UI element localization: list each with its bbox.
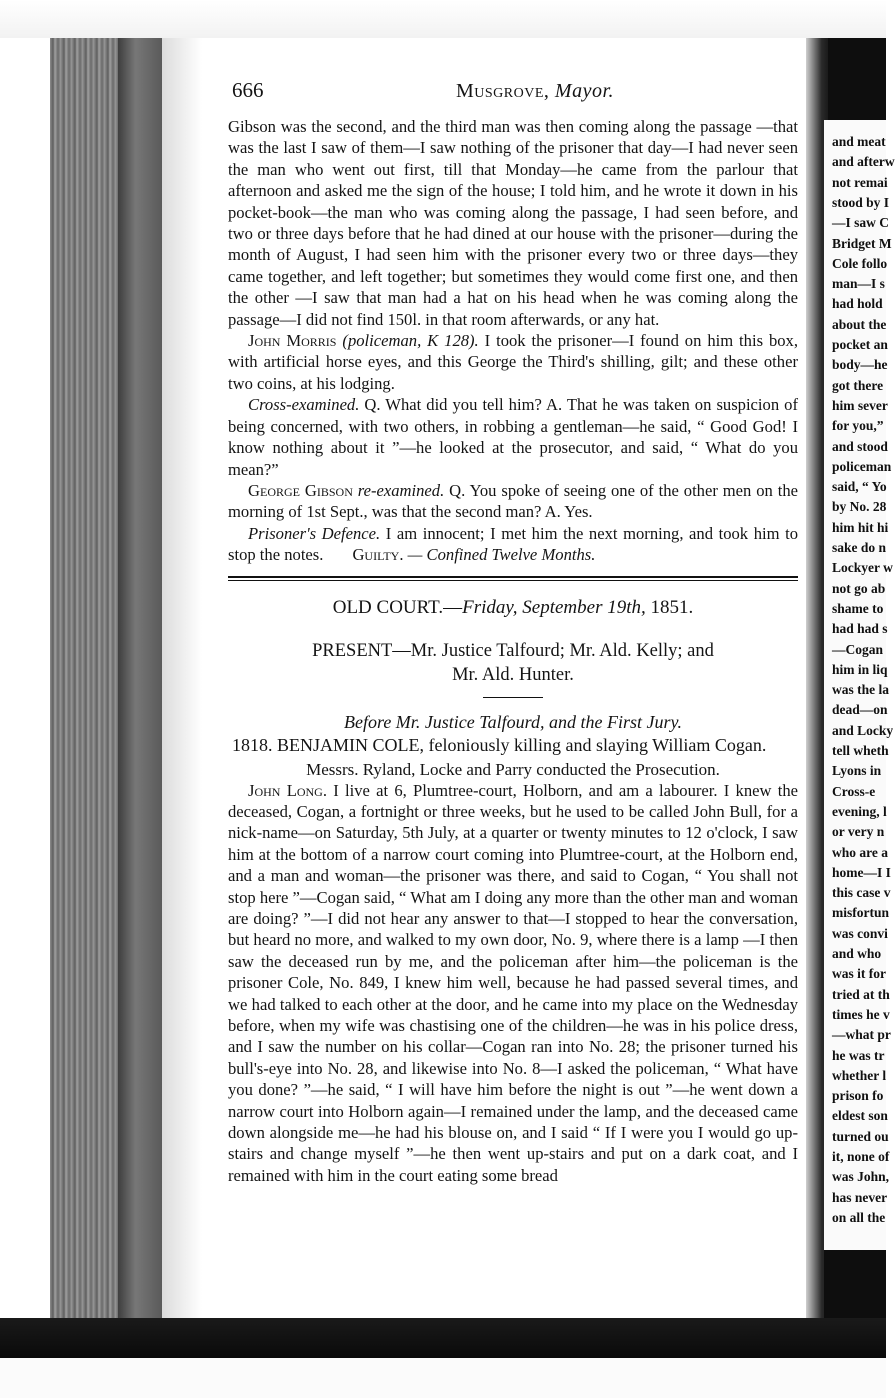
prosecution-counsel: Messrs. Ryland, Locke and Parry conducted the Prosecution. — [306, 759, 720, 779]
testimony-text: Q. You spoke of seeing one of the other men on the morning of 1st Sept., was that the second man? A. Yes. — [228, 480, 799, 522]
adjacent-page-line: tell wheth — [832, 743, 889, 758]
adjacent-page-line: was John, — [832, 1169, 890, 1185]
adjacent-page-line: pocket an — [832, 337, 888, 352]
adjacent-page-line: eldest son — [832, 1108, 888, 1124]
present-line-1: PRESENT—Mr. Justice Talfourd; Mr. Ald. Kelly; and — [312, 640, 714, 661]
adjacent-page-line: was it for — [832, 966, 886, 982]
present-judges — [228, 639, 798, 687]
bottom-shadow — [0, 1318, 886, 1358]
adjacent-page-line: sake do n — [832, 540, 887, 555]
adjacent-page-line: Bridget M — [832, 235, 892, 251]
adjacent-page-bottom-shadow — [824, 1250, 886, 1320]
page-number: 666 — [232, 78, 264, 102]
case-heading — [232, 735, 798, 756]
bottom-margin — [0, 1358, 886, 1398]
testimony-gibson-continued: Gibson was the second, and the third man was then coming along the passage —that was the last I saw of them—I saw nothing of the prisoner that day—I had never seen the man who went out first, till that Monday—he came from the parlour that afternoon and asked me the sign of the house; I told him, and he wrote it down in his pocket-book—the man who was coming along the passage, I had seen before, and two or three days before that he had dined at our house with the prisoner—during the month of August, I had seen him with the prisoner every two or three days—they came together, and left together; but sometimes they would come first one, and then the other —I saw that man had a hat on his head when he was coming along the passage—I did not find 150l. in that room afterwards, or any hat. — [228, 117, 798, 329]
cross-examined-label: Cross-examined. — [248, 395, 360, 415]
adjacent-page-line: has never — [832, 1189, 888, 1205]
running-head — [228, 76, 798, 116]
adjacent-page-line: or very n — [832, 824, 885, 840]
top-margin — [0, 0, 886, 38]
running-title — [456, 80, 614, 103]
testimony-morris — [228, 330, 798, 394]
section-rule-thick — [228, 576, 798, 578]
adjacent-page-line: had hold — [832, 296, 883, 312]
adjacent-page-line: dead—on — [832, 702, 888, 718]
running-title-name: Musgrove, — [456, 80, 550, 102]
defendant-name: BENJAMIN COLE, — [272, 734, 424, 755]
adjacent-page-line: turned ou — [832, 1128, 889, 1144]
adjacent-page-line: whether l — [832, 1067, 887, 1083]
present-line-2: Mr. Ald. Hunter. — [452, 664, 574, 685]
section-rule-thin — [228, 580, 798, 581]
adjacent-page-line: got there — [832, 377, 884, 393]
defence-text: I am innocent; I met him the next morning, and took him to stop the notes. — [228, 523, 799, 565]
adjacent-page-line: it, none of — [832, 1149, 890, 1164]
adjacent-page-line: for you,” — [832, 418, 884, 434]
case-number: 1818. — [232, 734, 273, 755]
testimony-text: I took the prisoner—I found on him this box, with artificial horse eyes, and this George the Third's shilling, gilt; and these other two coins, at his lodging. — [228, 331, 799, 393]
main-page — [228, 76, 798, 1186]
witness-name: John Morris — [248, 331, 337, 351]
adjacent-page-line: and who — [832, 946, 882, 961]
adjacent-page-line: —I saw C — [832, 215, 890, 231]
testimony-long — [228, 780, 798, 1187]
session-date: Friday, September 19th, — [462, 596, 646, 618]
adjacent-page-line: man—I s — [832, 276, 885, 292]
running-title-office: Mayor. — [554, 80, 615, 102]
adjacent-page-line: and meat — [832, 134, 886, 149]
adjacent-page-line: tried at th — [832, 986, 890, 1002]
testimony-text: Q. What did you tell him? A. That he was taken on suspicion of being concerned, with two others, in robbing a gentleman—he said, “ Good God! I know nothing about it ”—he looked at the prosecutor, and said, “ What do you mean?” — [228, 395, 798, 479]
adjacent-page-line: —what pr — [832, 1027, 891, 1043]
prisoner-defence — [228, 523, 798, 566]
adjacent-page-line: not remai — [832, 174, 888, 190]
adjacent-page-line: him hit hi — [832, 519, 889, 535]
adjacent-page-line: Lockyer w — [832, 560, 893, 576]
cross-examination — [228, 394, 798, 480]
adjacent-page-line: had had s — [832, 621, 888, 637]
adjacent-page-line: him sever — [832, 397, 888, 413]
adjacent-page-line: prison fo — [832, 1088, 884, 1104]
adjacent-page-line: was the la — [832, 682, 889, 698]
adjacent-page-line: —Cogan — [832, 641, 884, 657]
adjacent-page-line: he was tr — [832, 1047, 885, 1063]
court-name: OLD COURT.— — [332, 596, 463, 618]
adjacent-page-line: misfortun — [832, 905, 889, 921]
adjacent-page-line: Cole follo — [832, 255, 888, 271]
verdict: Guilty. — [352, 545, 404, 565]
page-gutter — [162, 38, 202, 1328]
adjacent-page-line: not go ab — [832, 580, 886, 596]
witness-name: George Gibson — [248, 480, 353, 500]
witness-name: John Long. — [248, 780, 327, 800]
defence-label: Prisoner's Defence. — [248, 523, 381, 543]
adjacent-page-line: policeman — [832, 458, 892, 474]
adjacent-page-line: by No. 28 — [832, 499, 887, 515]
adjacent-page-line: on all the — [832, 1209, 886, 1225]
adjacent-page-line: evening, l — [832, 803, 887, 819]
adjacent-page-line: stood by I — [832, 194, 890, 210]
adjacent-page-line: said, “ Yo — [832, 479, 887, 495]
adjacent-page-line: Cross-e — [832, 783, 876, 799]
adjacent-page-line: shame to — [832, 600, 884, 616]
adjacent-page-line: and afterw — [832, 154, 895, 170]
case-charge: feloniously killing and slaying William Cogan. — [424, 734, 767, 755]
re-examination — [228, 480, 798, 523]
adjacent-page-line: and Locky — [832, 722, 894, 738]
adjacent-page-line: who are a — [832, 844, 888, 860]
re-examined-label: re-examined. — [352, 480, 445, 500]
witness-role: (policeman, K 128). — [342, 331, 479, 351]
book-spine-shadow — [118, 38, 162, 1348]
adjacent-page-line: body—he — [832, 357, 888, 373]
short-rule — [483, 697, 543, 698]
sentence: — Confined Twelve Months. — [403, 545, 596, 565]
adjacent-page-line: and stood — [832, 438, 888, 454]
session-heading — [228, 597, 798, 619]
adjacent-page-line: home—I I — [832, 864, 891, 880]
adjacent-page-line: about the — [832, 316, 887, 332]
adjacent-page-line: him in liq — [832, 661, 888, 677]
before-judge-jury: Before Mr. Justice Talfourd, and the First Jury. — [344, 711, 682, 732]
adjacent-page-line: was convi — [832, 925, 888, 941]
session-year: 1851. — [645, 596, 694, 618]
adjacent-page-line: Lyons in — [832, 763, 882, 779]
adjacent-page-line: this case v — [832, 885, 891, 901]
adjacent-page-line: times he v — [832, 1006, 890, 1022]
adjacent-page-top-shadow — [828, 38, 886, 120]
testimony-text: I live at 6, Plumtree-court, Holborn, and am a labourer. I knew the deceased, Cogan, a fortnight or three weeks, but he used to be called John Bull, for a nick-name—on Saturday, 5th July, at a quarter or twenty minutes to 12 o'clock, I saw him at the bottom of a narrow court coming into Plumtree-court, at the Holborn end, and a man and woman—the prisoner was there, and said to Cogan, “ You shall not stop here ”—Cogan said, “ What am I doing any more than the other man and woman are doing? ”—I did not hear any answer to that—I stopped to hear the conversation, but heard no more, and walked to my own door, No. 9, where there is a lamp —I then saw the deceased run by me, and the policeman after him—the policeman is the prisoner Cole, No. 849, I knew him well, because he had passed several times, and we had talked to each other at the door, and he came into my place on the Wednesday before, when my wife was chastising one of the children—he was in his police dress, and I saw the number on his collar—Cogan ran into No. 28; the prisoner turned his bull's-eye into No. 28, and likewise into No. 8—I asked the policeman, “ What have you done? ”—he said, “ I will have him before the night is out ”—he went down a narrow court into Holborn again—I remained under the lamp, and the deceased came down alongside me—he had his blouse on, and I said “ If I were you I would go up-stairs and change myself ”—he then went up-stairs and put on a dark coat, and I remained with him in the court eating some bread — [228, 780, 798, 1185]
